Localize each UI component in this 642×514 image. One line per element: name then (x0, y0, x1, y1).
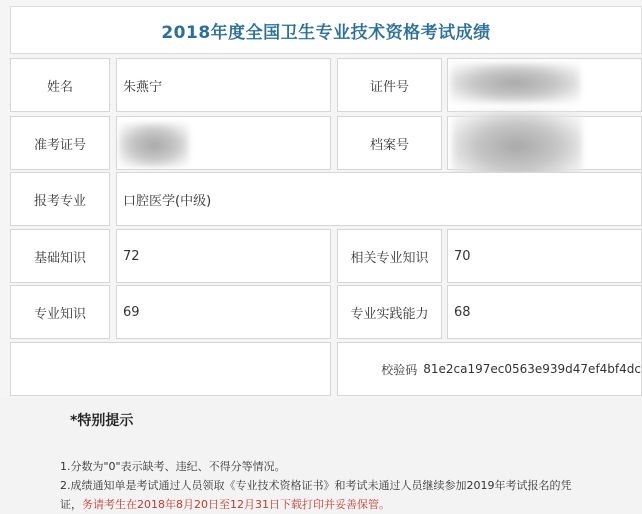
notice-line-3 (60, 496, 390, 512)
page-title: 2018年度全国卫生专业技术资格考试成绩 (10, 6, 642, 54)
notice-line-2: 2.成绩通知单是考试通过人员领取《专业技术资格证书》和考试未通过人员继续参加2019年考试报名的凭 (60, 479, 572, 492)
empty-cell (10, 342, 331, 396)
notice-line-1: 1.分数为"0"表示缺考、违纪、不得分等情况。 (60, 460, 286, 473)
major-value: 口腔医学(中级) (116, 172, 642, 226)
related-knowledge-label: 相关专业知识 (337, 229, 442, 283)
checksum-value: 81e2ca197ec0563e939d47ef4bf4dc (423, 362, 641, 376)
name-value: 朱燕宁 (116, 58, 331, 112)
basic-knowledge-label: 基础知识 (10, 229, 110, 283)
checksum-cell (337, 342, 642, 396)
notice-line-3-warning: 务请考生在2018年8月20日至12月31日下载打印并妥善保管。 (82, 498, 390, 511)
id-value-redacted (447, 58, 642, 112)
practice-ability-score: 68 (447, 285, 642, 339)
file-no-label: 档案号 (337, 116, 442, 170)
id-label: 证件号 (337, 58, 442, 112)
professional-knowledge-score: 69 (116, 285, 331, 339)
checksum-label: 校验码 (381, 362, 418, 377)
file-no-value-redacted (447, 116, 642, 170)
notice-heading: *特别提示 (70, 413, 134, 429)
practice-ability-label: 专业实践能力 (337, 285, 442, 339)
name-label: 姓名 (10, 58, 110, 112)
redaction-blur (452, 111, 582, 181)
notice-line-3-prefix: 证， (60, 498, 82, 511)
major-label: 报考专业 (10, 172, 110, 226)
redaction-blur (450, 63, 580, 103)
redaction-blur (119, 123, 189, 167)
related-knowledge-score: 70 (447, 229, 642, 283)
exam-no-label: 准考证号 (10, 116, 110, 170)
exam-no-value-redacted (116, 116, 331, 170)
special-notice (0, 398, 642, 514)
professional-knowledge-label: 专业知识 (10, 285, 110, 339)
basic-knowledge-score: 72 (116, 229, 331, 283)
